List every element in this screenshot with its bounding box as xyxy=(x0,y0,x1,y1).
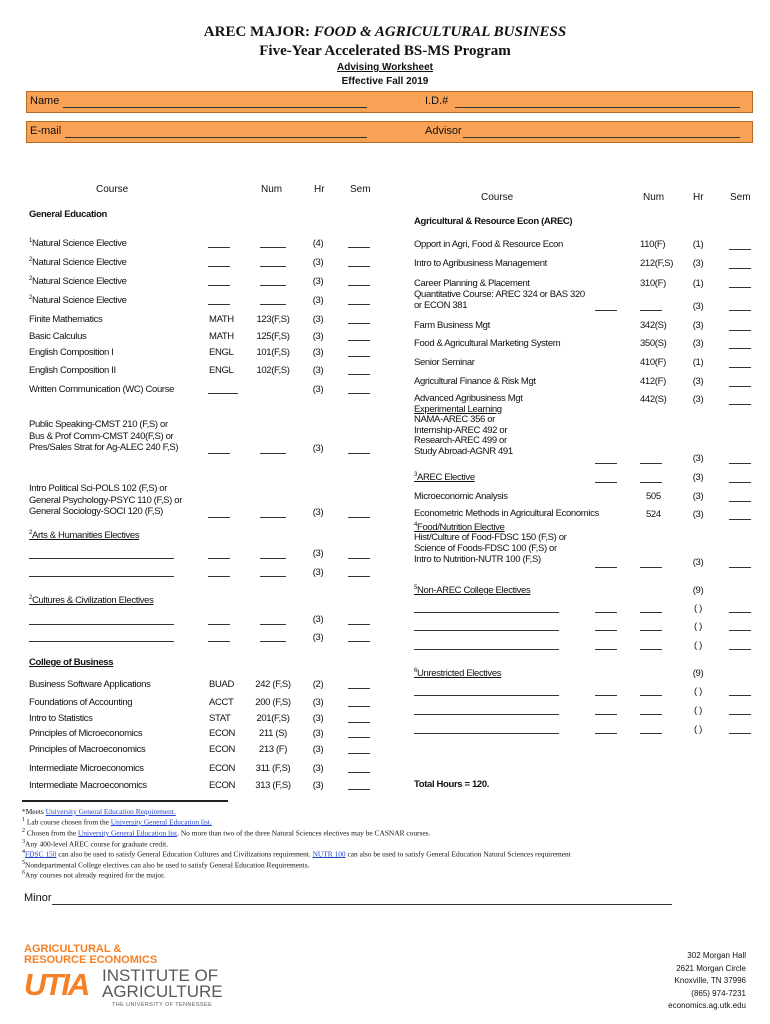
sem-blank[interactable] xyxy=(348,688,370,689)
course-hours: (3) xyxy=(312,314,324,325)
dept-blank[interactable] xyxy=(208,576,230,577)
sem-blank[interactable] xyxy=(729,348,751,349)
sem-blank[interactable] xyxy=(348,453,370,454)
sem-blank[interactable] xyxy=(729,287,751,288)
speaking-hours: (3) xyxy=(312,443,324,454)
course-hours: (3) xyxy=(692,338,704,349)
course-hours: (3) xyxy=(312,365,324,376)
page-title xyxy=(0,24,770,41)
course-hours: (2) xyxy=(312,679,324,690)
footnote-5: $^5$Nondepartmental College electives can also be used to satisfy General Education Requirements. xyxy=(22,860,310,870)
dept-blank[interactable] xyxy=(208,247,230,248)
course-num: 200 (F,S) xyxy=(255,697,291,708)
sem-blank[interactable] xyxy=(729,630,751,631)
section-college-of-business: College of Business xyxy=(29,657,114,668)
course-hours: (3) xyxy=(312,257,324,268)
nutr-100-link[interactable]: NUTR 100 xyxy=(312,849,346,859)
course-label: Intermediate Macroeconomics xyxy=(29,780,147,791)
sem-blank[interactable] xyxy=(729,330,751,331)
email-label: E-mail xyxy=(30,125,62,137)
num-blank[interactable] xyxy=(640,612,662,613)
arts-elective-field[interactable] xyxy=(29,558,174,559)
sem-blank[interactable] xyxy=(729,310,751,311)
effective-date: Effective Fall 2019 xyxy=(341,76,429,87)
sem-blank[interactable] xyxy=(348,558,370,559)
course-label: English Composition II xyxy=(29,365,116,376)
course-hours: (3) xyxy=(692,376,704,387)
course-dept: STAT xyxy=(209,713,231,724)
econometrics-food-block xyxy=(414,509,599,565)
dept-blank[interactable] xyxy=(208,641,230,642)
food-option: Science of Foods-FDSC 100 (F,S) or xyxy=(414,542,557,554)
arts-hours: (3) xyxy=(312,567,324,578)
section-general-education: General Education xyxy=(29,209,107,220)
course-num: 350(S) xyxy=(640,338,667,349)
sem-blank[interactable] xyxy=(729,367,751,368)
arec-elective-hours: (3) xyxy=(692,472,704,483)
dept-blank[interactable] xyxy=(595,695,617,696)
gen-ed-link[interactable]: University General Education Requirement. xyxy=(45,807,176,816)
course-num: 102(F,S) xyxy=(256,365,290,376)
social-science-options xyxy=(29,483,182,518)
course-label: Opport in Agri, Food & Resource Econ xyxy=(414,239,563,250)
sem-blank[interactable] xyxy=(729,268,751,269)
sem-blank[interactable] xyxy=(729,714,751,715)
course-label: Basic Calculus xyxy=(29,331,87,342)
advanced-agribusiness-label: Advanced Agribusiness Mgt xyxy=(414,393,523,404)
course-num: 211 (S) xyxy=(259,728,287,739)
course-dept: ECON xyxy=(209,763,236,774)
num-blank[interactable] xyxy=(260,517,286,518)
course-label: Principles of Microeconomics xyxy=(29,728,143,739)
dept-blank[interactable] xyxy=(595,482,617,483)
dept-blank[interactable] xyxy=(208,393,238,394)
course-hours: (3) xyxy=(312,744,324,755)
num-blank[interactable] xyxy=(640,714,662,715)
sem-blank[interactable] xyxy=(348,706,370,707)
department-name: AGRICULTURAL & RESOURCE ECONOMICS xyxy=(24,943,158,966)
cultures-hours: (3) xyxy=(312,632,324,643)
microeconomic-num: 505 xyxy=(646,491,661,502)
course-dept: ECON xyxy=(209,728,236,739)
cultures-heading: $^2$Cultures & Civilization Electives xyxy=(29,595,154,607)
dept-blank[interactable] xyxy=(208,304,230,305)
course-label: Agricultural Finance & Risk Mgt xyxy=(414,376,536,387)
left-col-sem: Sem xyxy=(350,184,371,195)
arts-elective-field[interactable] xyxy=(29,576,174,577)
quantitative-line: Quantitative Course: AREC 324 or BAS 320 xyxy=(414,289,585,300)
num-blank[interactable] xyxy=(260,304,286,305)
course-num: 125(F,S) xyxy=(256,331,290,342)
course-hours: (3) xyxy=(312,780,324,791)
gen-ed-list-link-2[interactable]: University General Education list xyxy=(77,828,178,838)
id-label: I.D.# xyxy=(425,95,449,107)
experimental-hours: (3) xyxy=(692,453,704,464)
sem-blank[interactable] xyxy=(729,612,751,613)
fdsc-150-link[interactable]: FDSC 150 xyxy=(25,849,57,859)
course-hours: (3) xyxy=(312,331,324,342)
footnote-1: $^1$ Lab course chosen from the University General Education list. xyxy=(22,817,212,827)
elective-hours: ( ) xyxy=(694,621,702,632)
num-blank[interactable] xyxy=(260,285,286,286)
num-blank[interactable] xyxy=(260,641,286,642)
cultures-elective-field[interactable] xyxy=(29,624,174,625)
course-label: Finite Mathematics xyxy=(29,314,103,325)
sem-blank[interactable] xyxy=(729,733,751,734)
course-hours: (3) xyxy=(312,295,324,306)
sem-blank[interactable] xyxy=(348,266,370,267)
num-blank[interactable] xyxy=(260,266,286,267)
non-arec-electives: $^5$Non-AREC College Electives xyxy=(414,585,531,597)
course-num: 242 (F,S) xyxy=(255,679,291,690)
food-option: Intro to Nutrition-NUTR 100 (F,S) xyxy=(414,553,541,565)
course-hours: (1) xyxy=(692,239,704,250)
sem-blank[interactable] xyxy=(729,463,751,464)
elective-hours: ( ) xyxy=(694,640,702,651)
social-option: General Sociology-SOCI 120 (F,S) xyxy=(29,506,163,517)
program-title: Five-Year Accelerated BS-MS Program xyxy=(259,43,511,59)
course-hours: (1) xyxy=(692,357,704,368)
dept-blank[interactable] xyxy=(595,714,617,715)
num-blank[interactable] xyxy=(640,482,662,483)
course-label: Written Communication (WC) Course xyxy=(29,384,175,395)
course-num: 213 (F) xyxy=(258,744,288,755)
course-num: 410(F) xyxy=(640,357,666,368)
arts-humanities-heading: $^2$Arts & Humanities Electives xyxy=(29,530,140,542)
elective-field[interactable] xyxy=(414,649,559,650)
sem-blank[interactable] xyxy=(348,393,370,394)
course-label: $^2$Natural Science Elective xyxy=(29,295,127,307)
num-blank[interactable] xyxy=(260,624,286,625)
section-arec: Agricultural & Resource Econ (AREC) xyxy=(414,216,573,227)
worksheet-title: Advising Worksheet xyxy=(337,62,433,73)
course-label: $^1$Natural Science Elective xyxy=(29,238,127,250)
elective-field[interactable] xyxy=(414,612,559,613)
elective-hours: ( ) xyxy=(694,603,702,614)
course-label: Senior Seminar xyxy=(414,357,475,368)
course-num: 212(F,S) xyxy=(640,258,674,269)
course-hours: (3) xyxy=(312,763,324,774)
advanced-agribusiness-num: 442(S) xyxy=(640,394,667,405)
course-num: 101(F,S) xyxy=(256,347,290,358)
course-dept: ACCT xyxy=(209,697,234,708)
sem-blank[interactable] xyxy=(729,695,751,696)
advanced-agribusiness-hours: (3) xyxy=(692,394,704,405)
right-col-hr: Hr xyxy=(693,192,704,203)
footnote-6: $^6$Any courses not already required for the major. xyxy=(22,870,165,880)
title-major: FOOD & AGRICULTURAL BUSINESS xyxy=(313,24,567,40)
advisor-label: Advisor xyxy=(425,125,462,137)
course-hours: (3) xyxy=(312,384,324,395)
num-blank[interactable] xyxy=(640,310,662,311)
sem-blank[interactable] xyxy=(348,624,370,625)
course-hours: (3) xyxy=(692,320,704,331)
course-label: English Composition I xyxy=(29,347,114,358)
dept-blank[interactable] xyxy=(595,733,617,734)
career-planning: Career Planning & Placement xyxy=(414,278,530,289)
elective-field[interactable] xyxy=(414,733,559,734)
speaking-option: Pres/Sales Strat for Ag-ALEC 240 F,S) xyxy=(29,442,179,453)
footnote-4: $^4$FDSC 150 can also be used to satisfy General Education Cultures and Civilizations requirement. NUTR 100 can also be used to satisfy General Education Natural Sciences requirement xyxy=(22,849,571,859)
dept-blank[interactable] xyxy=(208,624,230,625)
sem-blank[interactable] xyxy=(729,386,751,387)
course-num: 412(F) xyxy=(640,376,666,387)
minor-field[interactable] xyxy=(52,904,672,905)
arec-elective: $^3$AREC Elective xyxy=(414,472,475,484)
id-field[interactable] xyxy=(455,107,740,108)
num-blank[interactable] xyxy=(640,649,662,650)
elective-hours: ( ) xyxy=(694,686,702,697)
unrestricted-hours: (9) xyxy=(692,668,704,679)
name-id-bar xyxy=(26,91,753,113)
elective-hours: ( ) xyxy=(694,724,702,735)
econometrics-label: Econometric Methods in Agricultural Economics xyxy=(414,508,599,519)
course-hours: (3) xyxy=(312,276,324,287)
sem-blank[interactable] xyxy=(729,519,751,520)
course-label: Principles of Macroeconomics xyxy=(29,744,146,755)
course-label: Business Software Applications xyxy=(29,679,151,690)
dept-blank[interactable] xyxy=(208,558,230,559)
course-num: 311 (F,S) xyxy=(255,763,291,774)
career-hours: (1) xyxy=(692,278,704,289)
course-num: 342(S) xyxy=(640,320,667,331)
sem-blank[interactable] xyxy=(348,356,370,357)
num-blank[interactable] xyxy=(260,576,286,577)
econometrics-num: 524 xyxy=(646,509,661,520)
social-hours: (3) xyxy=(312,507,324,518)
sem-blank[interactable] xyxy=(729,649,751,650)
sem-blank[interactable] xyxy=(348,323,370,324)
left-col-course: Course xyxy=(96,184,129,195)
footnote-gen-ed: *Meets University General Education Requirement. xyxy=(22,807,176,816)
elective-hours: ( ) xyxy=(694,705,702,716)
num-blank[interactable] xyxy=(260,453,286,454)
cultures-hours: (3) xyxy=(312,614,324,625)
advisor-field[interactable] xyxy=(463,137,740,138)
footnote-2: $^2$ Chosen from the University General Education list. No more than two of the three Natural Sciences electives may be CASNAR courses. xyxy=(22,828,431,838)
experimental-learning-title: Experimental Learning xyxy=(414,403,502,415)
course-num: 123(F,S) xyxy=(256,314,290,325)
dept-blank[interactable] xyxy=(595,310,617,311)
course-hours: (3) xyxy=(312,697,324,708)
dept-blank[interactable] xyxy=(208,453,230,454)
unrestricted-electives: $^6$Unrestricted Electives xyxy=(414,668,502,680)
total-hours: Total Hours = 120. xyxy=(414,779,490,790)
elective-field[interactable] xyxy=(414,714,559,715)
name-label: Name xyxy=(30,95,60,107)
institute-name: INSTITUTE OF AGRICULTURE xyxy=(102,966,223,1001)
course-dept: ECON xyxy=(209,780,236,791)
email-field[interactable] xyxy=(65,137,367,138)
sem-blank[interactable] xyxy=(729,482,751,483)
course-hours: (3) xyxy=(692,258,704,269)
contact-address: 302 Morgan Hall 2621 Morgan Circle Knoxville, TN 37996 (865) 974-7231 economics.ag.utk.edu xyxy=(668,951,746,1010)
sem-blank[interactable] xyxy=(348,247,370,248)
sem-blank[interactable] xyxy=(729,249,751,250)
food-hours: (3) xyxy=(692,557,704,568)
course-label: $^2$Natural Science Elective xyxy=(29,276,127,288)
speaking-option: Bus & Prof Comm-CMST 240(F,S) or xyxy=(29,430,174,442)
sem-blank[interactable] xyxy=(348,517,370,518)
course-label: Intermediate Microeconomics xyxy=(29,763,144,774)
sem-blank[interactable] xyxy=(729,501,751,502)
sem-blank[interactable] xyxy=(348,374,370,375)
left-col-hr: Hr xyxy=(314,184,325,195)
advanced-agribusiness-block xyxy=(414,394,522,458)
left-col-num: Num xyxy=(261,184,283,195)
course-dept: BUAD xyxy=(209,679,234,690)
course-hours: (4) xyxy=(312,238,324,249)
course-hours: (3) xyxy=(312,713,324,724)
num-blank[interactable] xyxy=(640,463,662,464)
experimental-option: Research-AREC 499 or xyxy=(414,435,507,447)
dept-blank[interactable] xyxy=(208,517,230,518)
social-option: Intro Political Sci-POLS 102 (F,S) or xyxy=(29,483,168,494)
footnote-3: $^3$Any 400-level AREC course for graduate credit. xyxy=(22,839,169,849)
course-dept: MATH xyxy=(209,331,234,342)
course-label: Intro to Agribusiness Management xyxy=(414,258,547,269)
sem-blank[interactable] xyxy=(348,576,370,577)
microeconomic-analysis: Microeconomic Analysis xyxy=(414,491,508,502)
num-blank[interactable] xyxy=(640,695,662,696)
sem-blank[interactable] xyxy=(729,404,751,405)
sem-blank[interactable] xyxy=(729,567,751,568)
gen-ed-list-link[interactable]: University General Education list. xyxy=(110,817,212,827)
course-num: 110(F) xyxy=(640,239,666,250)
course-dept: MATH xyxy=(209,314,234,325)
course-dept: ENGL xyxy=(209,347,234,358)
microeconomic-hours: (3) xyxy=(692,491,704,502)
num-blank[interactable] xyxy=(640,630,662,631)
num-blank[interactable] xyxy=(640,567,662,568)
food-nutrition-title: $^4$Food/Nutrition Elective xyxy=(414,521,505,533)
course-label: Food & Agricultural Marketing System xyxy=(414,338,561,349)
non-arec-hours: (9) xyxy=(692,585,704,596)
right-col-course: Course xyxy=(481,192,514,203)
course-label: $^2$Natural Science Elective xyxy=(29,257,127,269)
econometrics-hours: (3) xyxy=(692,509,704,520)
social-option: General Psychology-PSYC 110 (F,S) or xyxy=(29,494,183,506)
sem-blank[interactable] xyxy=(348,753,370,754)
experimental-option: NAMA-AREC 356 or xyxy=(414,414,495,426)
course-label: Farm Business Mgt xyxy=(414,320,490,331)
sem-blank[interactable] xyxy=(348,789,370,790)
num-blank[interactable] xyxy=(640,733,662,734)
sem-blank[interactable] xyxy=(348,340,370,341)
quantitative-course xyxy=(414,278,585,311)
minor-label: Minor xyxy=(24,892,52,904)
cultures-elective-field[interactable] xyxy=(29,641,174,642)
experimental-option: Study Abroad-AGNR 491 xyxy=(414,445,513,457)
dept-blank[interactable] xyxy=(208,266,230,267)
career-num: 310(F) xyxy=(640,278,666,289)
email-advisor-bar xyxy=(26,121,753,143)
sem-blank[interactable] xyxy=(348,285,370,286)
num-blank[interactable] xyxy=(260,247,286,248)
course-dept: ECON xyxy=(209,744,236,755)
elective-field[interactable] xyxy=(414,630,559,631)
arts-hours: (3) xyxy=(312,548,324,559)
experimental-option: Internship-AREC 492 or xyxy=(414,424,508,436)
course-hours: (3) xyxy=(312,347,324,358)
sem-blank[interactable] xyxy=(348,772,370,773)
university-name: THE UNIVERSITY OF TENNESSEE xyxy=(112,1002,213,1008)
right-col-num: Num xyxy=(643,192,665,203)
utia-logo xyxy=(24,944,244,1014)
course-num: 313 (F,S) xyxy=(255,780,291,791)
speaking-options xyxy=(29,419,178,454)
num-blank[interactable] xyxy=(260,558,286,559)
footnote-divider xyxy=(22,800,228,802)
sem-blank[interactable] xyxy=(348,641,370,642)
course-label: Intro to Statistics xyxy=(29,713,93,724)
sem-blank[interactable] xyxy=(348,722,370,723)
course-num: 201(F,S) xyxy=(256,713,290,724)
dept-blank[interactable] xyxy=(595,463,617,464)
sem-blank[interactable] xyxy=(348,304,370,305)
course-dept: ENGL xyxy=(209,365,234,376)
elective-field[interactable] xyxy=(414,695,559,696)
dept-blank[interactable] xyxy=(208,285,230,286)
quantitative-hours: (3) xyxy=(692,301,704,312)
sem-blank[interactable] xyxy=(348,737,370,738)
title-prefix: AREC MAJOR: xyxy=(203,24,311,40)
course-label: Foundations of Accounting xyxy=(29,697,133,708)
dept-blank[interactable] xyxy=(595,630,617,631)
speaking-option: Public Speaking-CMST 210 (F,S) or xyxy=(29,419,168,430)
food-option: Hist/Culture of Food-FDSC 150 (F,S) or xyxy=(414,532,567,544)
name-field[interactable] xyxy=(63,107,367,108)
dept-blank[interactable] xyxy=(595,567,617,568)
dept-blank[interactable] xyxy=(595,649,617,650)
course-hours: (3) xyxy=(312,728,324,739)
quantitative-line: or ECON 381 xyxy=(414,300,468,311)
utia-mark: UTIA xyxy=(24,967,89,1002)
dept-blank[interactable] xyxy=(595,612,617,613)
right-col-sem: Sem xyxy=(730,192,751,203)
